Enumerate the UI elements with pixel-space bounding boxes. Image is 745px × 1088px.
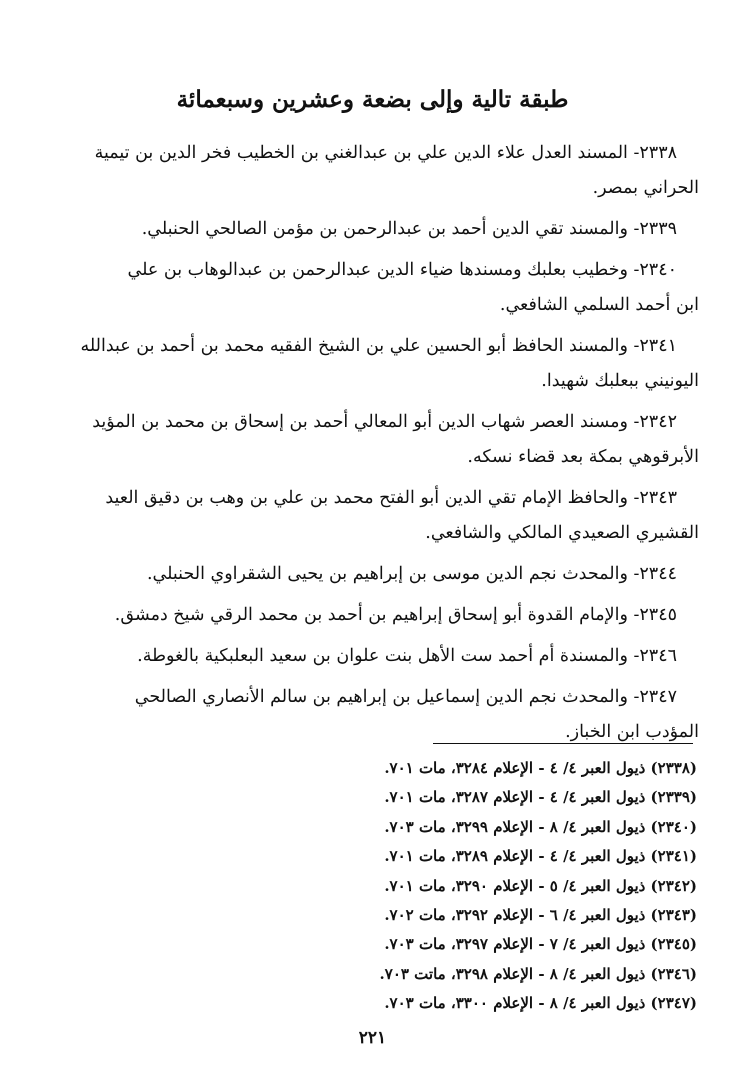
footnote: (٢٣٣٩) ذيول العبر ٤/ ٤ - الإعلام ٣٢٨٧، مات ٧٠١. xyxy=(384,788,697,807)
entries-list xyxy=(77,136,699,756)
entry-line: ٢٣٤٢- ومسند العصر شهاب الدين أبو المعالي أحمد بن إسحاق بن محمد بن المؤيد xyxy=(92,412,677,432)
entry-line: ٢٣٤٥- والإمام القدوة أبو إسحاق إبراهيم بن أحمد بن محمد الرقي شيخ دمشق. xyxy=(114,605,677,625)
footnote: (٢٣٤١) ذيول العبر ٤/ ٤ - الإعلام ٣٢٨٩، مات ٧٠١. xyxy=(384,847,697,866)
footnote: (٢٣٤٧) ذيول العبر ٤/ ٨ - الإعلام ٣٣٠٠، مات ٧٠٣. xyxy=(384,994,697,1013)
footnote: (٢٣٤٢) ذيول العبر ٤/ ٥ - الإعلام ٣٢٩٠، مات ٧٠١. xyxy=(384,876,697,895)
entry-line: الأبرقوهي بمكة بعد قضاء نسكه. xyxy=(467,447,699,467)
footnote-divider xyxy=(433,743,693,744)
footnote: (٢٣٤٠) ذيول العبر ٤/ ٨ - الإعلام ٣٢٩٩، مات ٧٠٣. xyxy=(384,817,697,836)
entry-2343 xyxy=(77,481,699,551)
entry-line: المؤدب ابن الخباز. xyxy=(565,722,699,742)
footnote: (٢٣٤٣) ذيول العبر ٤/ ٦ - الإعلام ٣٢٩٢، مات ٧٠٢. xyxy=(384,906,697,925)
entry-2342 xyxy=(77,405,699,475)
entry-2341 xyxy=(77,329,699,399)
entry-line: ٢٣٤٤- والمحدث نجم الدين موسى بن إبراهيم بن يحيى الشقراوي الحنبلي. xyxy=(146,564,677,584)
entry-line: ٢٣٤٠- وخطيب بعلبك ومسندها ضياء الدين عبدالرحمن بن عبدالوهاب بن علي xyxy=(127,260,677,280)
entry-line: ٢٣٣٩- والمسند تقي الدين أحمد بن عبدالرحمن بن مؤمن الصالحي الحنبلي. xyxy=(141,219,677,239)
entry-2346 xyxy=(77,639,699,674)
entry-2347 xyxy=(77,680,699,750)
footnotes xyxy=(297,754,697,1019)
entry-line: ٢٣٤٣- والحافظ الإمام تقي الدين أبو الفتح محمد بن علي بن وهب بن دقيق العيد xyxy=(105,488,677,508)
entry-line: ابن أحمد السلمي الشافعي. xyxy=(499,295,699,315)
page-number: ٢٢١ xyxy=(358,1028,387,1048)
section-heading: طبقة تالية وإلى بضعة وعشرين وسبعمائة xyxy=(176,86,569,113)
entry-line: ٢٣٤٧- والمحدث نجم الدين إسماعيل بن إبراهيم بن سالم الأنصاري الصالحي xyxy=(134,687,677,707)
entry-2344 xyxy=(77,557,699,592)
entry-line: ٢٣٤٦- والمسندة أم أحمد ست الأهل بنت علوان بن سعيد البعلبكية بالغوطة. xyxy=(137,646,677,666)
entry-2345 xyxy=(77,598,699,633)
entry-line: اليونيني ببعلبك شهيدا. xyxy=(541,371,699,391)
entry-line: القشيري الصعيدي المالكي والشافعي. xyxy=(425,523,699,543)
entry-line: ٢٣٣٨- المسند العدل علاء الدين علي بن عبدالغني بن الخطيب فخر الدين بن تيمية xyxy=(94,143,677,163)
entry-line: الحراني بمصر. xyxy=(592,178,699,198)
entry-2339 xyxy=(77,212,699,247)
entry-2338 xyxy=(77,136,699,206)
footnote: (٢٣٣٨) ذيول العبر ٤/ ٤ - الإعلام ٣٢٨٤، مات ٧٠١. xyxy=(384,759,697,777)
footnote: (٢٣٤٥) ذيول العبر ٤/ ٧ - الإعلام ٣٢٩٧، مات ٧٠٣. xyxy=(384,935,697,954)
entry-line: ٢٣٤١- والمسند الحافظ أبو الحسين علي بن الشيخ الفقيه محمد بن أحمد بن عبدالله xyxy=(80,336,677,356)
entry-2340 xyxy=(77,253,699,323)
footnote: (٢٣٤٦) ذيول العبر ٤/ ٨ - الإعلام ٣٢٩٨، ماتت ٧٠٣. xyxy=(379,964,697,983)
